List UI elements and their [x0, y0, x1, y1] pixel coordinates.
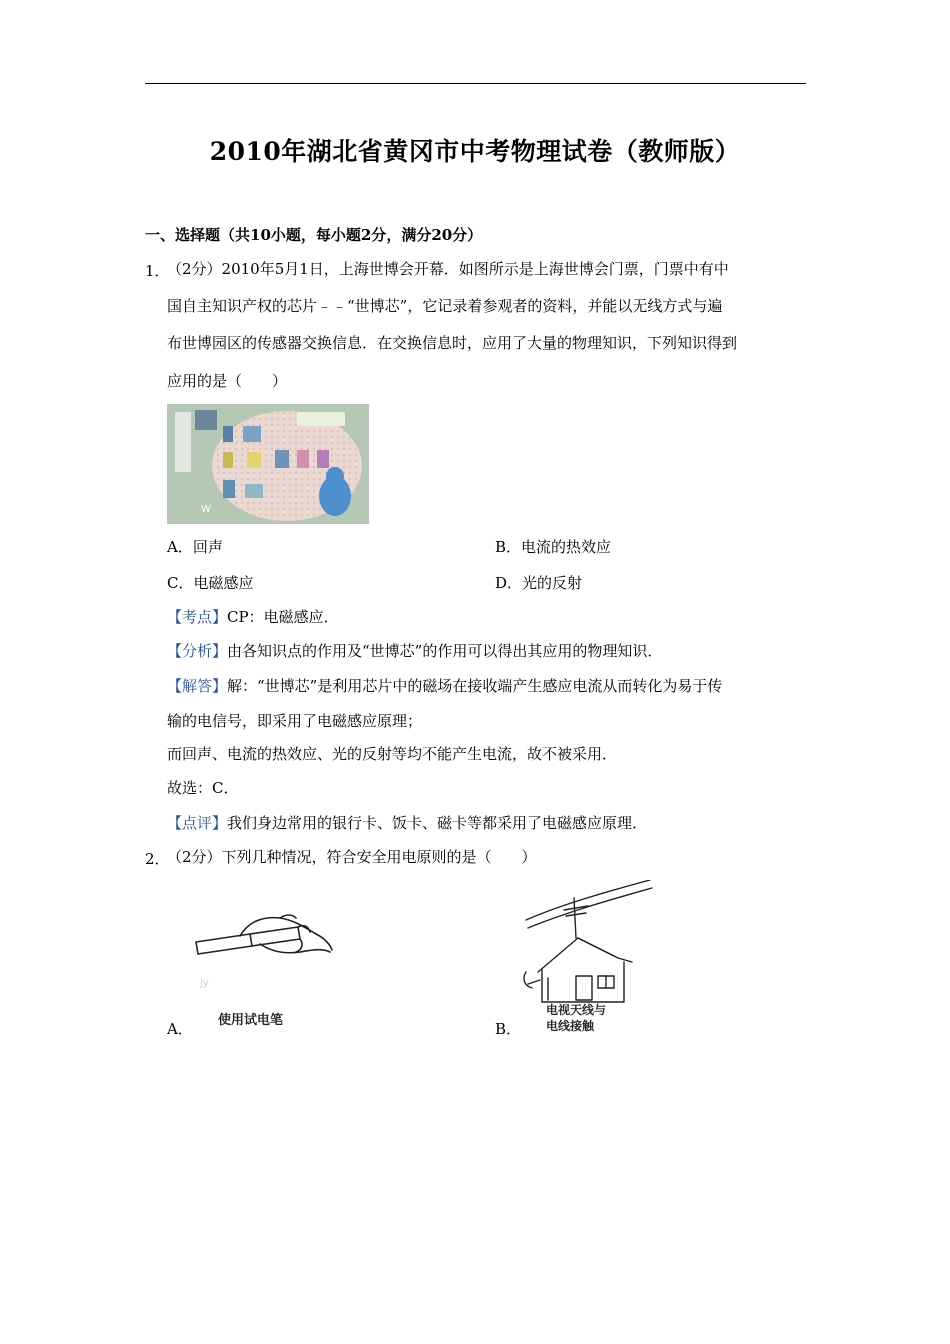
q1-fenxi: [167, 642, 662, 660]
fenxi-tag: 【分析】: [167, 642, 228, 660]
q1-jieda-line-3: 而回声、电流的热效应、光的反射等均不能产生电流，故不被采用．: [167, 745, 618, 763]
q2-option-b-caption-2: 电线接触: [546, 1019, 595, 1033]
q1-option-c: C．电磁感应: [167, 574, 254, 592]
jieda-tag: 【解答】: [167, 677, 228, 695]
q1-number: 1．: [145, 262, 170, 280]
kaodian-text: CP：电磁感应．: [227, 608, 339, 626]
q1-line-4: 应用的是（ ）: [167, 372, 288, 390]
q1-line-3: 布世博园区的传感器交换信息．在交换信息时，应用了大量的物理知识，下列知识得到: [167, 334, 738, 352]
q2-number: 2．: [145, 850, 170, 868]
q2-option-a-caption: 使用试电笔: [218, 1013, 284, 1028]
fenxi-text: 由各知识点的作用及“世博芯”的作用可以得出其应用的物理知识．: [227, 642, 663, 660]
header-rule: [145, 83, 806, 84]
q1-jieda-line-2: 输的电信号，即采用了电磁感应原理；: [167, 712, 423, 730]
q1-line-1: （2分）2010年5月1日，上海世博会开幕．如图所示是上海世博会门票，门票中有中: [167, 260, 729, 278]
q2-option-a-label: A．: [167, 1020, 193, 1038]
section-heading: 一、选择题（共10小题，每小题2分，满分20分）: [145, 226, 483, 244]
kaodian-tag: 【考点】: [167, 608, 228, 626]
q2-stem: （2分）下列几种情况，符合安全用电原则的是（ ）: [167, 848, 537, 866]
q1-option-b: B．电流的热效应: [495, 538, 612, 556]
q1-option-d: D．光的反射: [495, 574, 583, 592]
svg-text:W: W: [201, 504, 211, 515]
expo-ticket-image: [167, 404, 369, 524]
dianping-tag: 【点评】: [167, 814, 228, 832]
q2-option-b-caption-1: 电视天线与: [546, 1003, 607, 1017]
page-title: 2010年湖北省黄冈市中考物理试卷（教师版）: [209, 137, 741, 166]
test-pen-hand-image: [190, 904, 340, 1034]
dianping-text: 我们身边常用的银行卡、饭卡、磁卡等都采用了电磁感应原理．: [227, 814, 648, 832]
svg-text:jy: jy: [200, 978, 209, 989]
q2-option-b-label: B．: [495, 1020, 522, 1038]
q1-option-a: A．回声: [167, 538, 223, 556]
q1-line-2: 国自主知识产权的芯片﹣﹣“世博芯”，它记录着参观者的资料，并能以无线方式与遍: [167, 297, 723, 315]
q1-kaodian: [167, 608, 339, 626]
jieda-text-1: 解：“世博芯”是利用芯片中的磁场在接收端产生感应电流从而转化为易于传: [227, 677, 723, 695]
q1-jieda-line-4: 故选：C．: [167, 779, 239, 797]
q1-dianping: [167, 814, 647, 832]
q1-jieda: [167, 677, 722, 695]
tv-antenna-house-image: [518, 880, 658, 1035]
